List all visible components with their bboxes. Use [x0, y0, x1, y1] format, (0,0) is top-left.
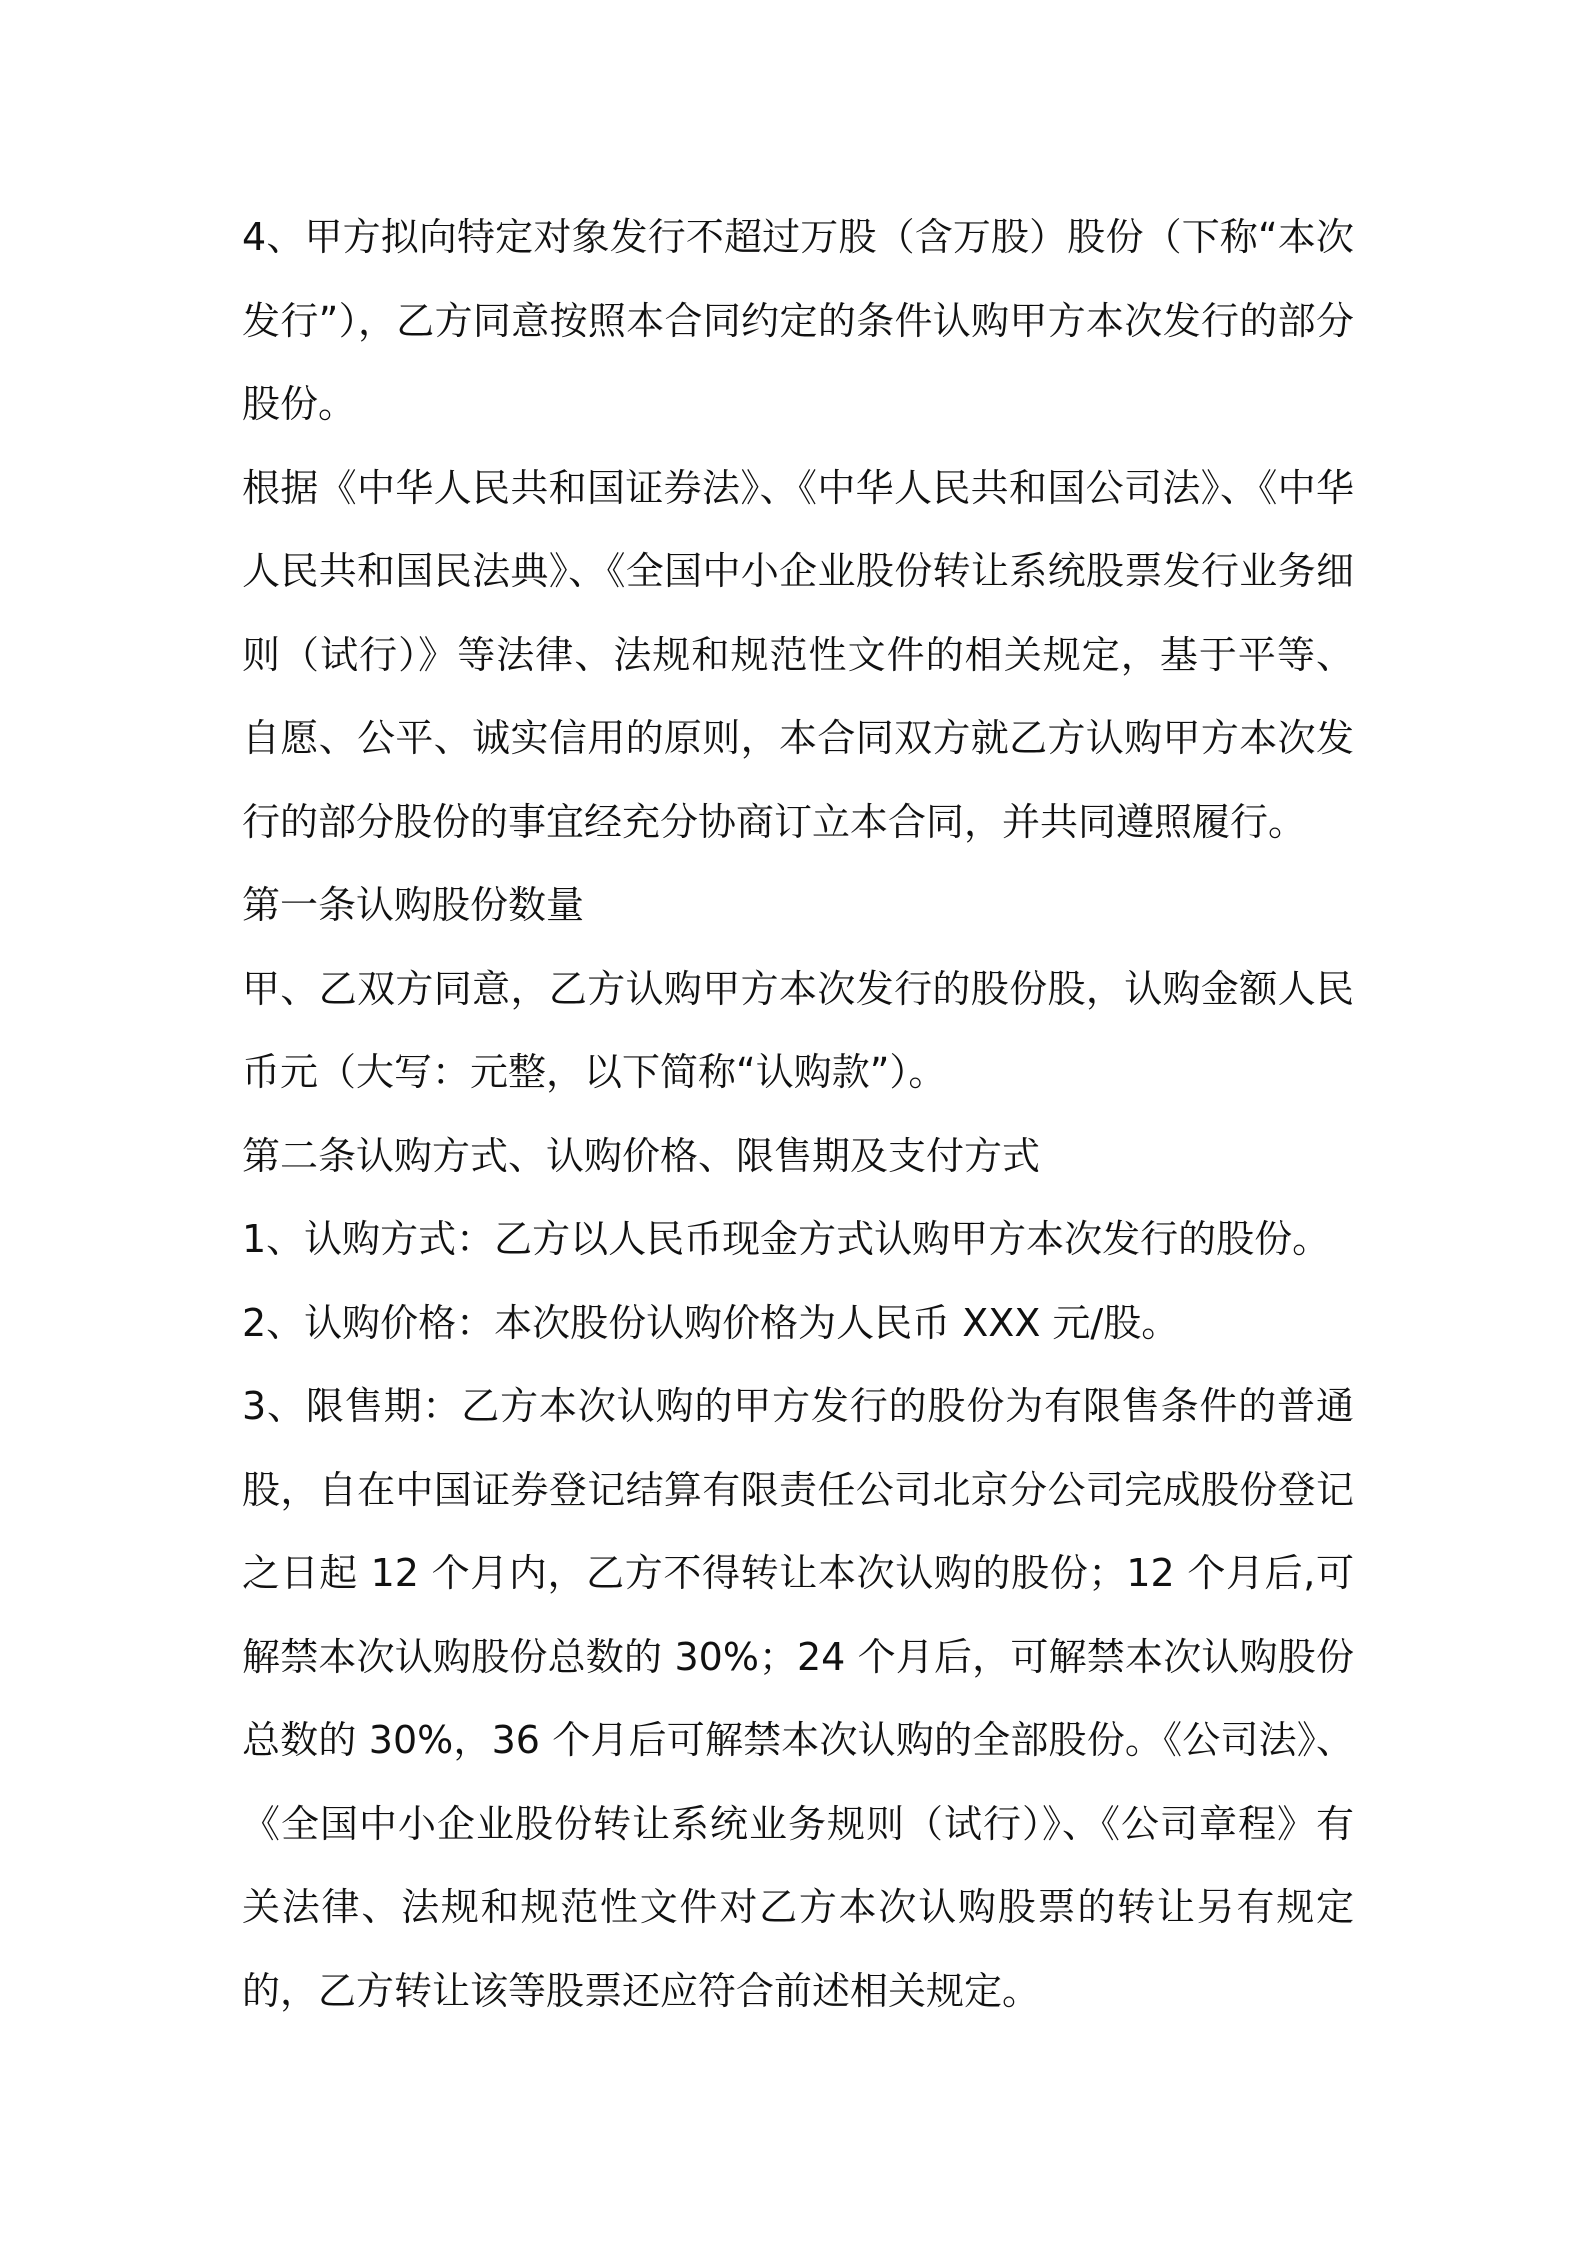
paragraph-lockup-period: 3、限售期：乙方本次认购的甲方发行的股份为有限售条件的普通股，自在中国证券登记结算有限责任公司北京分公司完成股份登记之日起 12 个月内，乙方不得转让本次认购的股份；12 个月后,可解禁本次认购股份总数的 30%；24 个月后，可解禁本次认购股份总数的 30%，36 个月后可解禁本次认购的全部股份。《公司法》、《全国中小企业股份转让系统业务规则（试行）》、《公司章程》有关法律、法规和规范性文件对乙方本次认购股票的转让另有规定的，乙方转让该等股票还应符合前述相关规定。: [242, 1384, 1354, 2013]
heading-article-2: 第二条认购方式、认购价格、限售期及支付方式: [242, 1133, 1041, 1178]
paragraph-subscription-price: 2、认购价格：本次股份认购价格为人民币 XXX 元/股。: [242, 1300, 1180, 1345]
paragraph-subscription-method: 1、认购方式：乙方以人民币现金方式认购甲方本次发行的股份。: [242, 1217, 1331, 1261]
heading-article-1: 第一条认购股份数量: [242, 883, 585, 927]
paragraph-subscription-amount: 甲、乙双方同意，乙方认购甲方本次发行的股份股，认购金额人民币元（大写：元整，以下简称“认购款”）。: [242, 966, 1354, 1094]
paragraph-legal-basis: 根据《中华人民共和国证券法》、《中华人民共和国公司法》、《中华人民共和国民法典》、《全国中小企业股份转让系统股票发行业务细则（试行）》等法律、法规和规范性文件的相关规定，基于平等、自愿、公平、诚实信用的原则，本合同双方就乙方认购甲方本次发行的部分股份的事宜经充分协商订立本合同，并共同遵照履行。: [242, 465, 1354, 844]
paragraph-issuance-intent: 4、甲方拟向特定对象发行不超过万股（含万股）股份（下称“本次发行”），乙方同意按照本合同约定的条件认购甲方本次发行的部分股份。: [242, 215, 1354, 426]
document-body: [242, 196, 1354, 2033]
